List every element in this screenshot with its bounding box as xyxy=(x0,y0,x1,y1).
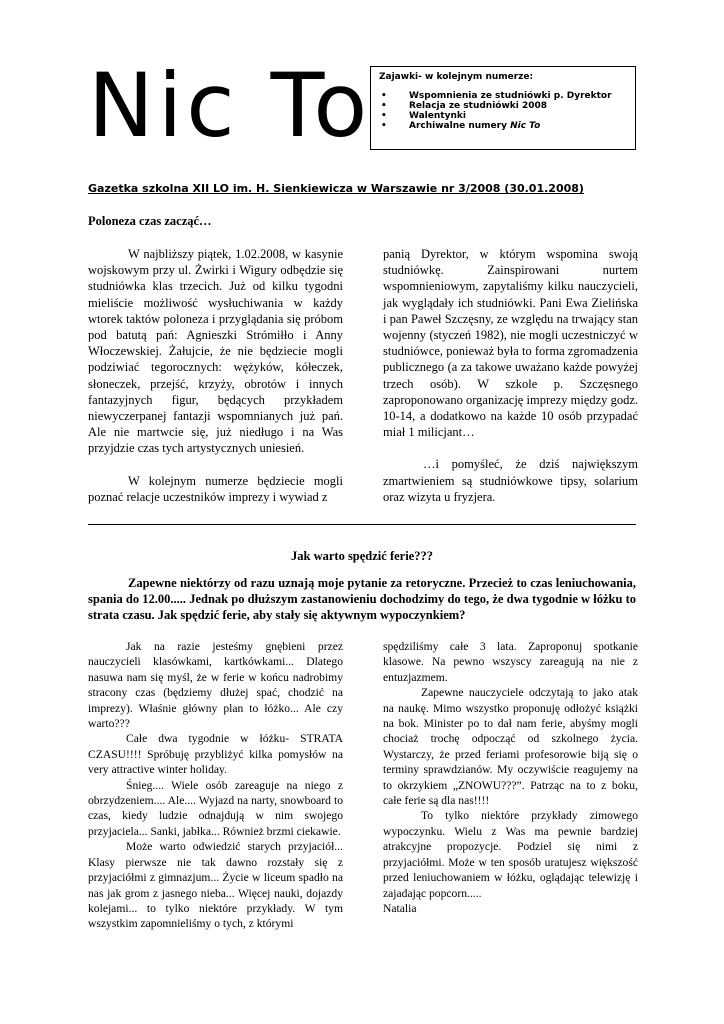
paragraph: Może warto odwiedzić starych przyjaciół... Klasy pierwsze nie tak dawno rozstały się z przyjaciółmi z gimnazjum... Życie w liceum spadło na nas jak grom z jasnego nieba... Więcej nauki, dojazdy kolejami... to tylko niektóre przykłady. W tym wszystkim zapomnieliśmy o tych, z którymi xyxy=(88,840,343,931)
paragraph: panią Dyrektor, w którym wspomina swoją studniówkę. Zainspirowani nurtem wspomnieniowym, zapytaliśmy kilku nauczycieli, jak wyglądały ich studniówki. Pani Ewa Zielińska i pan Paweł Szczęsny, ze względu na trwający stan wojenny (styczeń 1982), nie mogli uczestniczyć w studniówce, ponieważ była to forma zgromadzenia publicznego (a za takowe uważano każde powyżej trzech osób). W szkole p. Szczęsnego zaproponowano organizację imprezy między godz. 10-14, a dodatkowo na każde 10 osób przypadać miał 1 milicjant… xyxy=(383,247,638,440)
article2-column-right xyxy=(383,639,638,916)
next-issue-item xyxy=(409,121,627,131)
issue-subtitle: Gazetka szkolna XII LO im. H. Sienkiewicza w Warszawie nr 3/2008 (30.01.2008) xyxy=(88,182,584,195)
section-divider xyxy=(88,524,636,525)
author-signature: Natalia xyxy=(383,901,417,915)
lead-paragraph: Zapewne niektórzy od razu uznają moje pytanie za retoryczne. Przecież to czas leniuchowania, spania do 12.00..... Jednak po dłuższym zastanowieniu dochodzimy do tego, że dwa tygodnie w łóżku to strata czasu. Jak spędzić ferie, aby stały się aktywnym wypoczynkiem? xyxy=(88,576,636,623)
next-issue-box xyxy=(370,66,636,150)
article2-title: Jak warto spędzić ferie??? xyxy=(291,549,433,563)
paragraph: W najbliższy piątek, 1.02.2008, w kasynie wojskowym przy ul. Żwirki i Wigury odbędzie się studniówka klas trzecich. Już od kilku tygodni mieliście możliwość wysłuchiwania w każdy wtorek taktów poloneza i przyglądania się próbom pod batutą pań: Agnieszki Strómiłło i Anny Włoczewskiej. Żałujcie, że nie będziecie mogli podziwiać tegorocznych: wężyków, kółeczek, słoneczek, przejść, krzyży, obrotów i innych fantazyjnych figur, będących przykładem niewyczerpanej fantazji wspomnianych już pań. Ale nie martwcie się, już niedługo i na Was przyjdzie czas tych artystycznych uniesień. xyxy=(88,247,343,456)
next-issue-heading: Zajawki- w kolejnym numerze: xyxy=(379,72,534,82)
next-issue-item: • Walentynki xyxy=(409,111,627,121)
paragraph: spędziliśmy całe 3 lata. Zaproponuj spotkanie klasowe. Na pewno wszyscy zareagują na nie z entuzjazmem. xyxy=(383,640,638,684)
next-issue-list xyxy=(379,91,627,131)
paragraph: Jak na razie jesteśmy gnębieni przez nauczycieli klasówkami, kartkówkami... Dlatego nasuwa nam się myśl, że w ferie w końcu nadrobimy stracony czas (będziemy dłużej spać, chodzić na imprezy). Właśnie główny plan to łóżko... Ale czy warto??? xyxy=(88,640,343,731)
article2-column-left xyxy=(88,639,343,932)
newspaper-title: Nic To xyxy=(88,54,372,157)
archive-prefix: Archiwalne numery xyxy=(409,121,511,131)
paragraph: …i pomyśleć, że dziś największym zmartwieniem są studniówkowe tipsy, solarium oraz wizyta u fryzjera. xyxy=(383,457,638,504)
paragraph: Całe dwa tygodnie w łóżku- STRATA CZASU!!!! Spróbuję przybliżyć kilka pomysłów na very attractive winter holiday. xyxy=(88,732,343,777)
article2-lead xyxy=(88,575,636,624)
paragraph: To tylko niektóre przykłady zimowego wypoczynku. Wielu z Was ma pewnie bardziej atrakcyjne propozycje. Podziel się nimi z przyjaciółmi. Może w ten sposób uratujesz większość przed leniuchowaniem w łóżku, oglądając telewizję i zajadając popcorn..... xyxy=(383,809,638,900)
article1-column-left xyxy=(88,246,343,505)
paragraph: Śnieg.... Wiele osób zareaguje na niego z obrzydzeniem.... Ale.... Wyjazd na narty, snowboard to czas, kiedy ludzie odnajdują w nim swojego przyjaciela... Sanki, jabłka... Również brzmi ciekawie. xyxy=(88,778,343,838)
article1-column-right xyxy=(383,246,638,505)
next-issue-item: • Relacja ze studniówki 2008 xyxy=(409,101,627,111)
paragraph: W kolejnym numerze będziecie mogli poznać relacje uczestników imprezy i wywiad z xyxy=(88,473,343,504)
archive-title: Nic To xyxy=(510,121,541,131)
article1-title: Poloneza czas zacząć… xyxy=(88,214,212,228)
next-issue-item: • Wspomnienia ze studniówki p. Dyrektor xyxy=(409,91,627,101)
paragraph: Zapewne nauczyciele odczytają to jako atak na naukę. Mimo wszystko proponuję odłożyć książki na bok. Minister po to dał nam ferie, abyśmy mogli chociaż trochę odpocząć od szkolnego życia. Wystarczy, że przed feriami profesorowie biją się o terminy sprawdzianów. My oczywiście reagujemy na to okrzykiem „ZNOWU???”. Patrząc na to z boku, całe ferie są dla nas!!!! xyxy=(383,686,638,808)
